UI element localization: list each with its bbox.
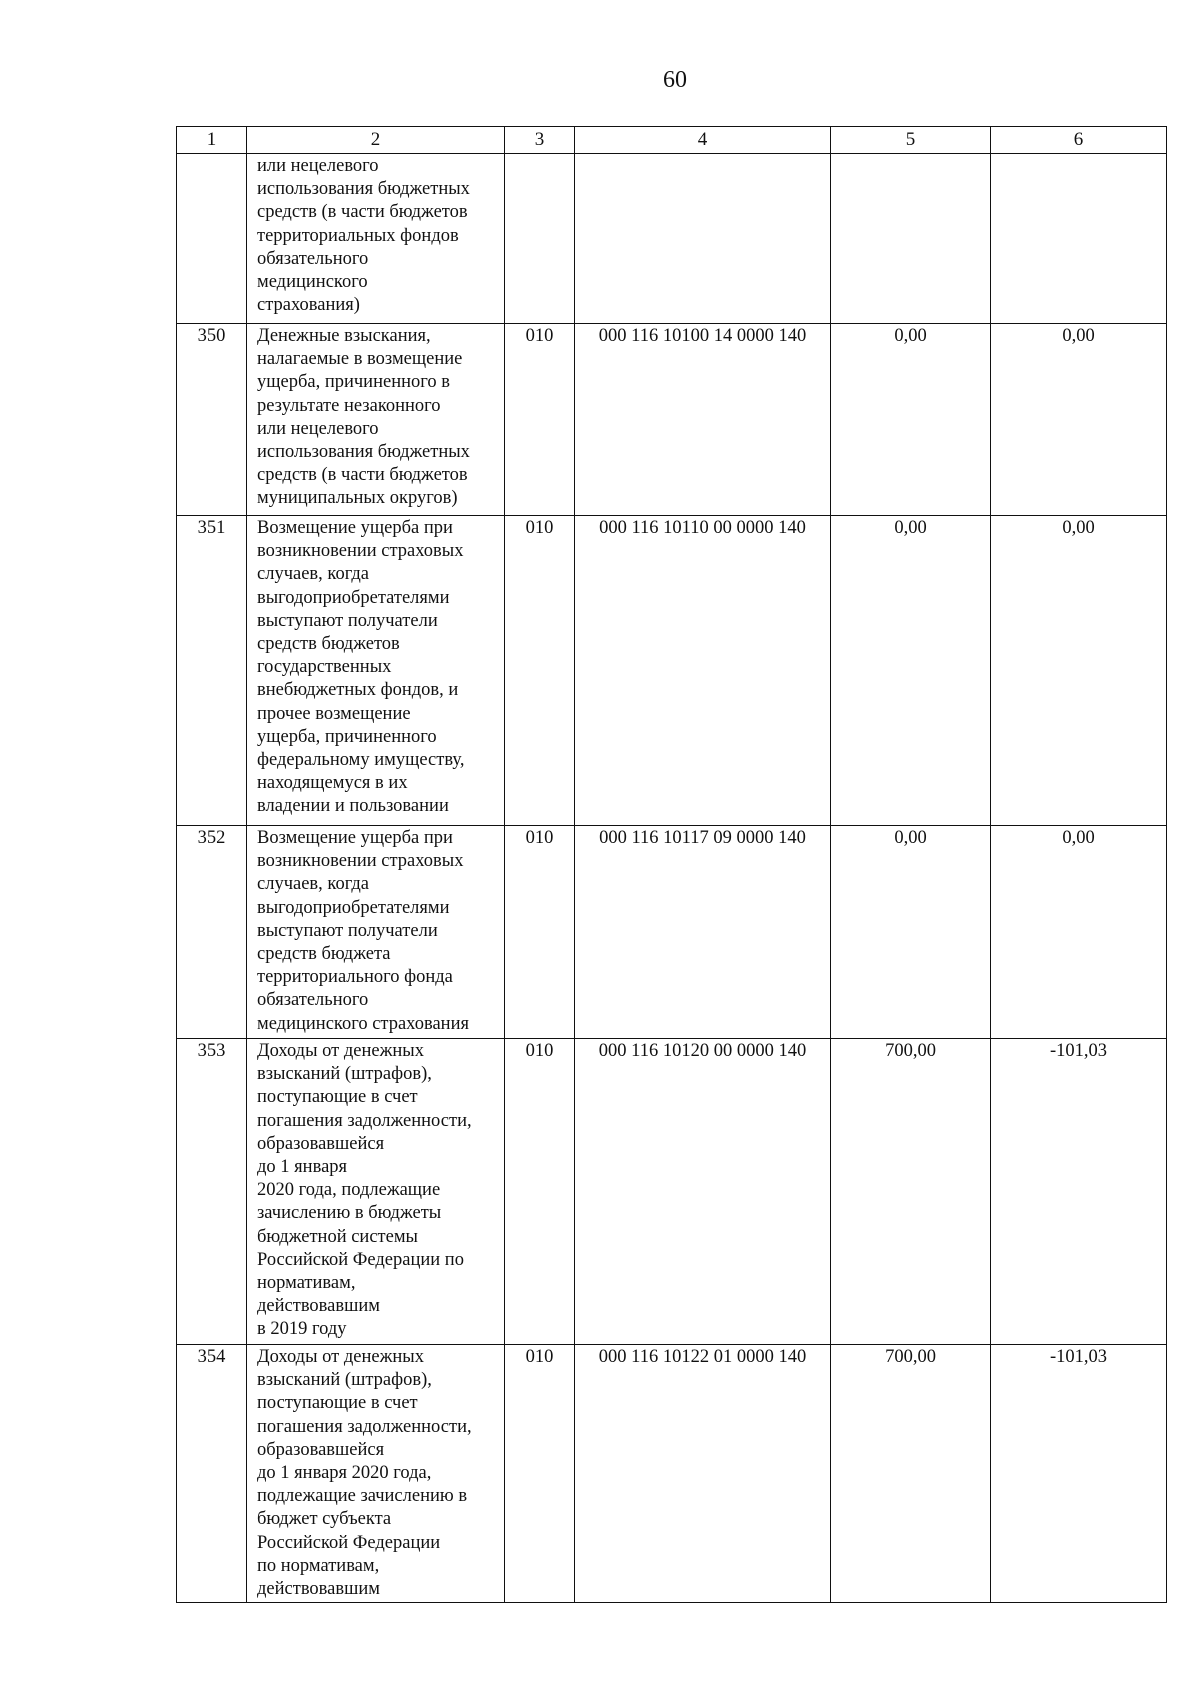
cell-fact: 0,00 bbox=[991, 516, 1167, 826]
table-row-354 bbox=[177, 1345, 1167, 1603]
cell-num: 352 bbox=[177, 826, 247, 1039]
cell-name: или нецелевого использования бюджетных средств (в части бюджетов территориальных фондов обязательного медицинского страхования) bbox=[247, 154, 505, 324]
cell-num: 353 bbox=[177, 1039, 247, 1345]
table-row-353 bbox=[177, 1039, 1167, 1345]
cell-kbk: 000 116 10120 00 0000 140 bbox=[575, 1039, 831, 1345]
cell-num: 350 bbox=[177, 324, 247, 516]
page-number: 60 bbox=[663, 67, 687, 93]
cell-code: 010 bbox=[505, 1039, 575, 1345]
cell-plan bbox=[831, 154, 991, 324]
cell-kbk bbox=[575, 154, 831, 324]
table-row-continuation bbox=[177, 154, 1167, 324]
cell-fact: 0,00 bbox=[991, 324, 1167, 516]
cell-fact bbox=[991, 154, 1167, 324]
cell-code: 010 bbox=[505, 826, 575, 1039]
table-row-350 bbox=[177, 324, 1167, 516]
cell-kbk: 000 116 10122 01 0000 140 bbox=[575, 1345, 831, 1603]
header-col-5: 5 bbox=[831, 127, 991, 154]
cell-num bbox=[177, 154, 247, 324]
header-col-3: 3 bbox=[505, 127, 575, 154]
table-header bbox=[177, 127, 1167, 154]
cell-code: 010 bbox=[505, 516, 575, 826]
cell-name: Возмещение ущерба при возникновении страховых случаев, когда выгодоприобретателями выступают получатели средств бюджетов государственных внебюджетных фондов, и прочее возмещение ущерба, причиненного федеральному имуществу, находящемуся в их владении и пользовании bbox=[247, 516, 505, 826]
cell-plan: 0,00 bbox=[831, 516, 991, 826]
cell-num: 351 bbox=[177, 516, 247, 826]
cell-plan: 0,00 bbox=[831, 826, 991, 1039]
cell-fact: -101,03 bbox=[991, 1345, 1167, 1603]
cell-kbk: 000 116 10100 14 0000 140 bbox=[575, 324, 831, 516]
header-row bbox=[177, 127, 1167, 154]
revenue-table bbox=[176, 126, 1167, 1603]
cell-name: Возмещение ущерба при возникновении страховых случаев, когда выгодоприобретателями выступают получатели средств бюджета территориального фонда обязательного медицинского страхования bbox=[247, 826, 505, 1039]
header-col-2: 2 bbox=[247, 127, 505, 154]
cell-code: 010 bbox=[505, 1345, 575, 1603]
header-col-1: 1 bbox=[177, 127, 247, 154]
cell-code: 010 bbox=[505, 324, 575, 516]
table-body bbox=[177, 154, 1167, 1603]
cell-code bbox=[505, 154, 575, 324]
header-col-6: 6 bbox=[991, 127, 1167, 154]
cell-fact: 0,00 bbox=[991, 826, 1167, 1039]
table-row-351 bbox=[177, 516, 1167, 826]
cell-plan: 700,00 bbox=[831, 1039, 991, 1345]
cell-num: 354 bbox=[177, 1345, 247, 1603]
cell-plan: 0,00 bbox=[831, 324, 991, 516]
cell-name: Денежные взыскания, налагаемые в возмещение ущерба, причиненного в результате незаконного или нецелевого использования бюджетных средств (в части бюджетов муниципальных округов) bbox=[247, 324, 505, 516]
table-row-352 bbox=[177, 826, 1167, 1039]
cell-name: Доходы от денежных взысканий (штрафов), поступающие в счет погашения задолженности, образовавшейся до 1 января 2020 года, подлежащие зачислению в бюджет субъекта Российской Федерации по нормативам, действовавшим bbox=[247, 1345, 505, 1603]
cell-kbk: 000 116 10117 09 0000 140 bbox=[575, 826, 831, 1039]
cell-kbk: 000 116 10110 00 0000 140 bbox=[575, 516, 831, 826]
cell-fact: -101,03 bbox=[991, 1039, 1167, 1345]
header-col-4: 4 bbox=[575, 127, 831, 154]
cell-name: Доходы от денежных взысканий (штрафов), поступающие в счет погашения задолженности, образовавшейся до 1 января 2020 года, подлежащие зачислению в бюджеты бюджетной системы Российской Федерации по нормативам, действовавшим в 2019 году bbox=[247, 1039, 505, 1345]
cell-plan: 700,00 bbox=[831, 1345, 991, 1603]
